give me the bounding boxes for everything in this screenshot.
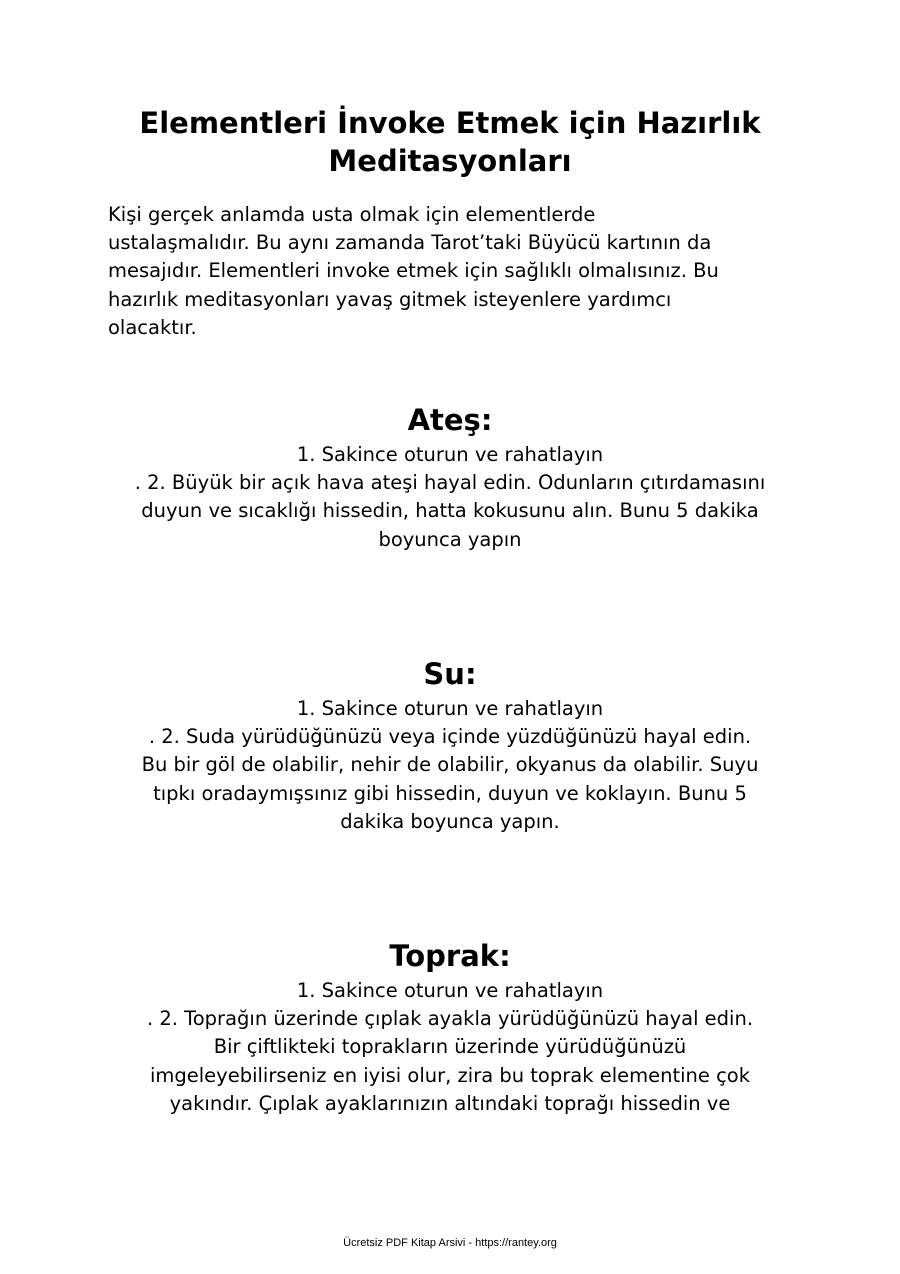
intro-paragraph: Kişi gerçek anlamda usta olmak için elementlerde ustalaşmalıdır. Bu aynı zamanda Tarot’taki Büyücü kartının da mesajıdır. Elementleri invoke etmek için sağlıklı olmalısınız. Bu hazırlık meditasyonları yavaş gitmek isteyenlere yardımcı olacaktır. (108, 203, 719, 339)
section-heading-ates: Ateş: (407, 403, 493, 437)
page-title (0, 104, 900, 180)
section-body-su: 1. Sakince oturun ve rahatlayın . 2. Suda yürüdüğünüzü veya içinde yüzdüğünüzü hayal edin. Bu bir göl de olabilir, nehir de olabilir, okyanus da olabilir. Suyu tıpkı oradaymışsınız gibi hissedin, duyun ve koklayın. Bunu 5 dakika boyunca yapın. (141, 697, 759, 833)
section-body-ates: 1. Sakince oturun ve rahatlayın . 2. Büyük bir açık hava ateşi hayal edin. Odunların çıtırdamasını duyun ve sıcaklığı hissedin, hatta kokusunu alın. Bunu 5 dakika boyunca yapın (134, 443, 766, 551)
page-title-line-1: Elementleri İnvoke Etmek için Hazırlık (139, 106, 761, 140)
page-title-line-2: Meditasyonları (328, 144, 572, 178)
section-heading-su: Su: (423, 657, 477, 691)
section-body-toprak: 1. Sakince oturun ve rahatlayın . 2. Toprağın üzerinde çıplak ayakla yürüdüğünüzü hayal edin. Bir çiftlikteki toprakların üzerinde yürüdüğünüzü imgeleyebilirseniz en iyisi olur, zira bu toprak elementine çok yakındır. Çıplak ayaklarınızın altındaki toprağı hissedin ve (146, 979, 754, 1115)
page-footer: Ücretsiz PDF Kitap Arsivi - https://rantey.org (343, 1237, 557, 1249)
section-heading-toprak: Toprak: (389, 939, 511, 973)
